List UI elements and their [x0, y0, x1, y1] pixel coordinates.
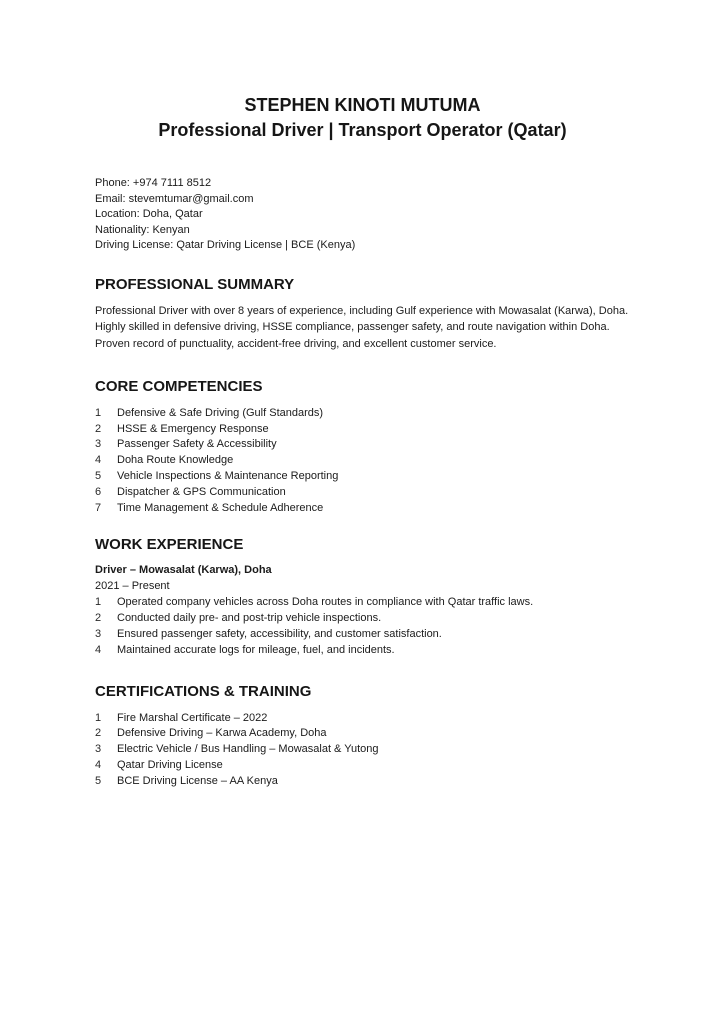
list-item: HSSE & Emergency Response — [117, 422, 269, 435]
section-work-experience — [95, 535, 630, 658]
list-item: Defensive & Safe Driving (Gulf Standards) — [117, 406, 324, 419]
list-item: Maintained accurate logs for mileage, fuel, and incidents. — [117, 643, 395, 656]
section-core-competencies — [95, 377, 630, 517]
core-competencies-list — [95, 406, 630, 517]
list-item: BCE Driving License – AA Kenya — [117, 774, 278, 787]
list-item: Defensive Driving – Karwa Academy, Doha — [117, 727, 327, 740]
core-competencies-heading: CORE COMPETENCIES — [95, 377, 263, 395]
job-title: Driver – Mowasalat (Karwa), Doha — [95, 564, 272, 577]
work-experience-heading: WORK EXPERIENCE — [95, 536, 244, 554]
certifications-list — [95, 711, 630, 790]
list-item: Doha Route Knowledge — [117, 454, 234, 467]
section-certifications-training — [95, 682, 630, 790]
section-professional-summary — [95, 275, 630, 353]
job-dates: 2021 – Present — [95, 579, 170, 592]
professional-summary-heading: PROFESSIONAL SUMMARY — [95, 275, 295, 293]
contact-driving-license: Driving License: Qatar Driving License | BCE (Kenya) — [95, 239, 356, 251]
page-subtitle: Professional Driver | Transport Operator (Qatar) — [158, 120, 567, 140]
contact-block — [95, 176, 630, 254]
document-header — [95, 93, 630, 143]
list-item: Dispatcher & GPS Communication — [117, 485, 286, 498]
list-item: Qatar Driving License — [117, 759, 223, 772]
contact-email: Email: stevemtumar@gmail.com — [95, 192, 254, 205]
list-item: Conducted daily pre- and post-trip vehicle inspections. — [117, 612, 382, 625]
list-item: Fire Marshal Certificate – 2022 — [117, 711, 268, 724]
list-item: Ensured passenger safety, accessibility, and customer satisfaction. — [117, 628, 442, 641]
page-title: STEPHEN KINOTI MUTUMA — [244, 95, 481, 115]
professional-summary-text: Professional Driver with over 8 years of experience, including Gulf experience with Mowasalat (Karwa), Doha. Highly skilled in defensive driving, HSSE compliance, passenger safety, and route navigation within Doha. Proven record of punctuality, accident-free driving, and excellent customer service. — [95, 304, 629, 351]
contact-phone: Phone: +974 7111 8512 — [95, 177, 212, 189]
work-experience-list — [95, 595, 630, 658]
list-item: Vehicle Inspections & Maintenance Reporting — [117, 470, 339, 483]
list-item: Operated company vehicles across Doha routes in compliance with Qatar traffic laws. — [117, 596, 534, 609]
certifications-heading: CERTIFICATIONS & TRAINING — [95, 682, 312, 700]
list-item: Electric Vehicle / Bus Handling – Mowasalat & Yutong — [117, 743, 379, 756]
list-item: Time Management & Schedule Adherence — [117, 501, 324, 514]
list-item: Passenger Safety & Accessibility — [117, 438, 277, 451]
contact-nationality: Nationality: Kenyan — [95, 223, 190, 236]
contact-location: Location: Doha, Qatar — [95, 208, 203, 220]
